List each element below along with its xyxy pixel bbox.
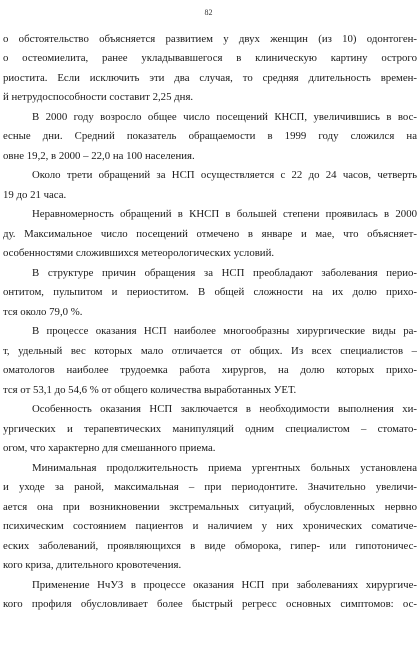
text-line: тся около 79,0 %. — [3, 306, 83, 318]
text-line: о обстоятельство объясняется развитием у двух женщин (из 10) одонтоген- — [3, 33, 417, 45]
text-line: Минимальная продолжительность приема ургентных больных установлена — [32, 462, 417, 474]
page-number: 82 — [204, 8, 213, 17]
text-line: Неравномерность обращений в КНСП в большей степени проявилась в 2000 — [32, 208, 417, 220]
text-line: Около трети обращений за НСП осуществляется с 22 до 24 часов, четверть — [32, 169, 417, 181]
text-line: о остеомиелита, ранее укладывавшегося в клиническую картину острого — [3, 52, 417, 64]
text-line: особенностями сложившихся метеорологических условий. — [3, 247, 275, 259]
text-line: В процессе оказания НСП наиболее многообразны хирургические виды ра- — [32, 325, 417, 337]
text-line: психическим состоянием пациентов и наличием у них хронических соматиче- — [3, 520, 417, 532]
text-line: и уходе за раной, максимальная – при периодонтите. Значительно увеличи- — [3, 481, 417, 493]
text-line: В структуре причин обращения за НСП преобладают заболевания перио- — [32, 267, 417, 279]
text-line: кого профиля обусловливает более быстрый регресс основных симптомов: ос- — [3, 598, 417, 610]
text-line: оматологов наиболее трудоемка работа хирургов, на долю которых прихо- — [3, 364, 417, 376]
text-line: й нетрудоспособности составит 2,25 дня. — [3, 91, 194, 103]
text-line: Применение НчУЗ в процессе оказания НСП при заболеваниях хирургиче- — [32, 579, 417, 591]
text-line: 19 до 21 часа. — [3, 189, 67, 201]
text-line: тся от 53,1 до 54,6 % от общего количества выработанных УЕТ. — [3, 384, 297, 396]
text-line: кого криза, длительного кровотечения. — [3, 559, 182, 571]
text-line: ду. Максимальное число посещений отмечено в январе и мае, что объясняет- — [3, 228, 417, 240]
text-line: огом, что характерно для смешанного приема. — [3, 442, 216, 454]
text-line: ургических и терапевтических манипуляций одним специалистом – стомато- — [3, 423, 417, 435]
text-line: риостита. Если исключить эти два случая, то средняя длительность времен- — [3, 72, 417, 84]
text-line: еских заболеваний, проявляющихся в виде обморока, гипер- или гипотоничес- — [3, 540, 417, 552]
text-line: онтитом, пульпитом и периоститом. В общей сложности на их долю прихо- — [3, 286, 417, 298]
text-line: ается она при возникновении экстремальных ситуаций, обусловленных нервно — [3, 501, 417, 513]
text-line: Особенность оказания НСП заключается в необходимости выполнения хи- — [32, 403, 417, 415]
text-line: овне 19,2, в 2000 – 22,0 на 100 населения. — [3, 150, 195, 162]
text-line: т, удельный вес которых мало отличается от общих. Из всех специалистов – — [3, 345, 417, 357]
text-line: есные дни. Средний показатель обращаемости в 1999 году сложился на — [3, 130, 417, 142]
text-line: В 2000 году возросло общее число посещений КНСП, увеличившись в вос- — [32, 111, 417, 123]
